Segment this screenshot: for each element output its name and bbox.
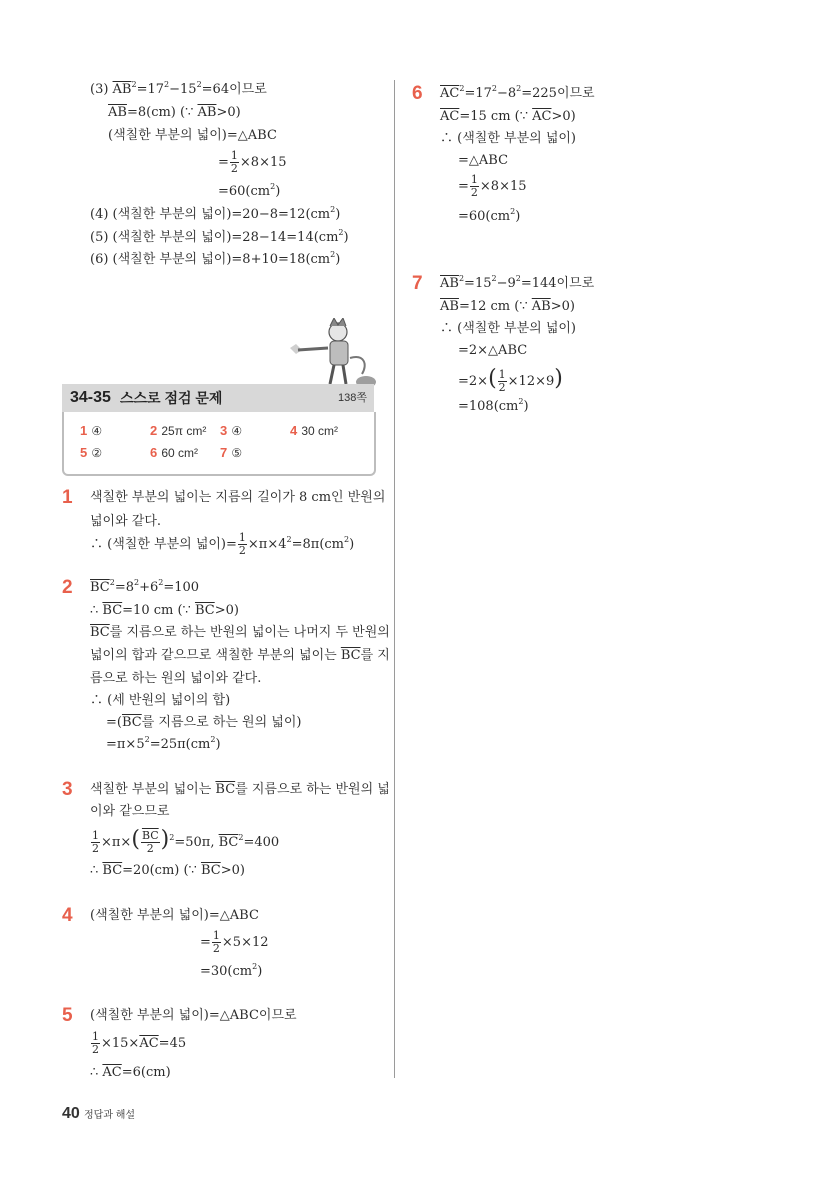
character-illustration [280,318,380,390]
sol-3-line1: (3) $\overline{AB}^2=17^2-15^2=64$이므로 [90,80,267,97]
p5-line2: $\frac{1}{2}$ $\times 15\times\overline{AC}=45$ [92,1030,187,1056]
problem-number: 4 [62,905,73,926]
column-divider [394,80,395,1078]
p2-line8: $=\pi\times 5^2=25\pi(cm^2)$ [106,735,221,752]
problem-number: 5 [62,1005,73,1026]
sol-3-line5: $=60(cm^2)$ [218,182,281,199]
p2-line4: 넓이의 합과 같으므로 색칠한 부분의 넓이는 $\overline{BC}$를 지 [90,648,390,663]
sol-3-line2: $\overline{AB}=8(cm)$ (∵ $\overline{AB}>0$) [108,105,241,120]
sol-6-line: (6) (색칠한 부분의 넓이)$=8+10=18(cm^2)$ [90,250,341,267]
p6-line3: ∴ (색칠한 부분의 넓이) [440,131,577,146]
p6-line1: $\overline{AC}^2=17^2-8^2=225$이므로 [440,84,595,101]
section-page-ref: 138쪽 [338,392,367,404]
p7-line5: =2×( $\frac{1}{2}$ ×12×9) [458,366,563,394]
p1-line1: 색칠한 부분의 넓이는 지름의 길이가 8 cm인 반원의 [90,490,386,505]
p6-line5: = $\frac{1}{2}$ ×8×15 [458,173,527,199]
p2-line2: ∴ $\overline{BC}=10$ cm (∵ $\overline{BC}>0$) [90,603,239,618]
p7-line1: $\overline{AB}^2=15^2-9^2=144$이므로 [440,274,595,291]
sol-3-line3: (색칠한 부분의 넓이)=△ABC [108,128,277,143]
answer-item: 6 60 cm² [150,445,199,460]
p4-line1: (색칠한 부분의 넓이)=△ABC [90,908,259,923]
answer-item: 4 30 cm² [290,423,339,438]
p7-line4: =2×△ABC [458,343,528,358]
p5-line3: ∴ $\overline{AC}=6(cm)$ [90,1065,171,1080]
sol-3-line4: = $\frac{1}{2}$ ×8×15 [218,149,287,175]
page-number: 40 [62,1105,80,1122]
problem-number: 6 [412,83,423,104]
problem-number: 1 [62,487,73,508]
p3-line1: 색칠한 부분의 넓이는 $\overline{BC}$를 지름으로 하는 반원의 넓 [90,782,390,797]
section-title: 스스로 점검 문제 [120,390,223,406]
p7-line2: $\overline{AB}=12$ cm (∵ $\overline{AB}>0$) [440,299,575,314]
p3-line2: 이와 같으므로 [90,804,170,819]
section-number: 34-35 [70,389,111,406]
p6-line4: =△ABC [458,153,509,168]
p4-line2: = $\frac{1}{2}$ ×5×12 [200,929,269,955]
answer-item: 3 ④ [220,423,243,438]
footer-label: 정답과 해설 [84,1110,136,1121]
p1-line2: 넓이와 같다. [90,514,162,529]
p4-line3: $=30(cm^2)$ [200,962,263,979]
p7-line3: ∴ (색칠한 부분의 넓이) [440,321,577,336]
problem-number: 2 [62,577,73,598]
answer-key-box [62,412,376,476]
problem-number: 3 [62,779,73,800]
answer-item: 2 25π cm² [150,423,207,438]
p5-line1: (색칠한 부분의 넓이)=△ABC이므로 [90,1008,297,1023]
p2-line7: $=(\overline{BC}$를 지름으로 하는 원의 넓이) [106,715,302,730]
answer-item: 5 ② [80,445,103,460]
p2-line5: 름으로 하는 원의 넓이와 같다. [90,671,262,686]
p6-line6: $=60(cm^2)$ [458,207,521,224]
problem-number: 7 [412,273,423,294]
p3-line4: ∴ $\overline{BC}=20(cm)$ (∵ $\overline{BC}>0$) [90,863,245,878]
answer-item: 1 ④ [80,423,103,438]
p7-line6: $=108(cm^2)$ [458,397,529,414]
section-header [62,384,374,412]
p1-line3: ∴ (색칠한 부분의 넓이)= $\frac{1}{2}$ $\times\pi\times 4^2=8\pi(cm^2)$ [90,531,355,557]
p2-line3: $\overline{BC}$를 지름으로 하는 반원의 넓이는 나머지 두 반원의 [90,625,390,640]
p2-line6: ∴ (세 반원의 넓이의 합) [90,693,231,708]
p6-line2: $\overline{AC}=15$ cm (∵ $\overline{AC}>0$) [440,109,576,124]
p3-line3: $\frac{1}{2}$ ×π×( $\frac{\overline{BC}}{2}$ )$^2$=50π, $\overline{BC}^2=400$ [92,827,280,855]
sol-4-line: (4) (색칠한 부분의 넓이)$=20-8=12(cm^2)$ [90,205,341,222]
answer-item: 7 ⑤ [220,445,243,460]
p2-line1: $\overline{BC}^2=8^2+6^2=100$ [90,578,200,595]
sol-5-line: (5) (색칠한 부분의 넓이)$=28-14=14(cm^2)$ [90,228,349,245]
